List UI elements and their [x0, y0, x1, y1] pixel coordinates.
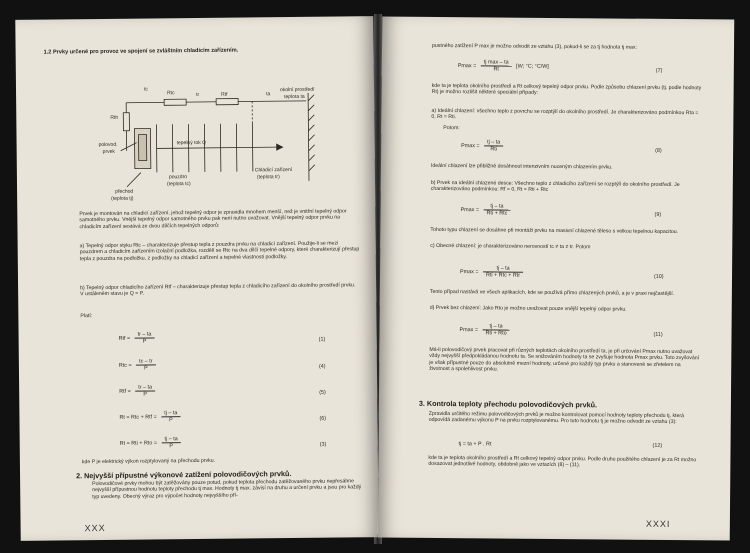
- equation-12-number: (12): [652, 442, 663, 449]
- equation-3: Rt = Rti + Rto = $\frac{tj - ta}{P}$: [120, 436, 184, 450]
- paragraph-c2: Tento případ nastává ve všech aplikacích, kde se používá přímo chlazených prvků, a je v praxi nejčastější.: [429, 288, 675, 298]
- equation-5-number: (5): [319, 389, 326, 396]
- page-number-right: XXXI: [645, 518, 671, 530]
- thermal-diagram: [56, 60, 357, 203]
- label-teplota-tc: (teplota tc): [166, 181, 191, 188]
- label-teplota-tj: (teplota tj): [111, 195, 134, 202]
- label-chladici: Chladicí zařízení: [254, 166, 293, 174]
- equation-11-number: (11): [653, 331, 663, 338]
- label-polovod: polovod.: [98, 141, 118, 149]
- equation-7: Pmax = $\frac{\text{tj max – ta}}{Rt}$ [W; °C; °C/W]: [457, 59, 549, 73]
- left-page: [15, 16, 378, 541]
- section-heading-3: 3. Kontrola teploty přechodu polovodičových prvků.: [418, 398, 598, 410]
- list-item-a: a) Tepelný odpor styku Rtc – charakterizuje přestup tepla z pouzdra prvku na chladicí zařízení. Použije-li se mezi pouzdrem a chladicím zařízením izolační podložka, rozdělí se Rtc na dva dílčí tepelné odpory, které charakterizují přestup tepla z pouzdra na podložku, z podložky na chladicí zařízení a tepelné vlastnosti podložky.: [79, 240, 360, 263]
- label-prvek: prvek: [102, 148, 115, 155]
- equation-1: Rtf = $\frac{tr - ta}{P}$: [119, 331, 158, 344]
- label-teplota-ta: teplota ta: [284, 93, 305, 101]
- label-okolni: okolní prostředí: [280, 86, 315, 94]
- paragraph-kontrola: Zpravidla určitého režimu polovodičových prvků je možno kontrolovat pomocí hodnoty teploty přechodu tj, která odpovídá zadanému výkonu P na prvku rozptylovanému. Pro tuto hodnotu tj je možno odvodit ze vztahu (3):: [428, 410, 685, 426]
- equation-11: Pmax = $\frac{tj - ta}{\text{Rti + Rto}}$: [459, 323, 512, 336]
- label-ta: ta: [266, 91, 271, 98]
- label-teplota-tr: (teplota tr): [256, 174, 280, 181]
- paragraph-end: kde ta je teplota okolního prostředí a Rt celkový tepelný odpor prvku. Podle druhu použitého chlazení je za Rt možno dosazovat jednotlivé hodnoty, obdobně jako ve vztazích (8) – (11).: [428, 454, 697, 469]
- paragraph-ideal: Ideální chlazení lze přibližně dosáhnout intenzivním nuceným chlazením prvku.: [430, 162, 613, 171]
- equation-8-number: (8): [655, 147, 662, 154]
- section-heading-1-2: 1.2 Prvky určené pro provoz ve spojení se zvláštním chladicím zařízením.: [43, 47, 239, 56]
- section-heading-2: 2. Nejvyšší přípustné výkonové zatížení polovodičových prvků.: [76, 469, 292, 481]
- page-number-left: XXX: [84, 522, 106, 534]
- plati-label: Platí:: [80, 313, 93, 320]
- kde-note: kde P je elektrický výkon rozptylovaný na přechodu prvku.: [81, 457, 216, 466]
- label-tr: tr: [196, 91, 200, 98]
- list-item-b-deska: b) Prvek na ideální chlazené desce: Všechno teplo z chladicího zařízení se rozptýlí do okolního prostředí. Je charakterizováno podmínkou: Rf = 0, Rt = Rti + Rtc: [430, 179, 680, 194]
- paragraph-b2: Tohoto typu chlazení se dosáhne při montáži prvku na masivní chlazené těleso s velkou tepelnou kapacitou.: [430, 226, 679, 236]
- equation-4: Rtc = $\frac{tc - tr}{P}$: [119, 358, 159, 371]
- equation-5: Rtf = $\frac{tr - ta}{P}$: [119, 384, 158, 397]
- equation-10-number: (10): [653, 273, 664, 280]
- equation-9-number: (9): [654, 211, 662, 218]
- potom-label: Potom:: [443, 125, 460, 132]
- equation-3-number: (3): [319, 441, 327, 448]
- equation-4-number: (4): [318, 363, 326, 370]
- equation-7-number: (7): [655, 67, 663, 74]
- label-pouzdro: pouzdro: [168, 174, 188, 181]
- label-tepelny-tok: tepelný tok Q: [176, 139, 207, 147]
- equation-10: Pmax = $\frac{tj - ta}{\text{Rti + Rtc + Rtr}}$: [460, 265, 526, 279]
- list-item-c-obecne: c) Obecné chlazení: je charakterizováno nerovností tc ≠ ta ≠ tr. Potom: [430, 242, 591, 251]
- paragraph-nejvyssi: Polovodičové prvky mohou být zatěžovány pouze potud, pokud teplota přechodu zatěžovaného prvku nepřesáhne nejvyšší přípustnou hodnotu teploty přechodu tj max. Hodnoty tj max. závisí na druhu a určení prvku a jsou pro každý typ uvedeny. Obecný výraz pro výpočet hodnoty nejvyššího pří-: [92, 478, 362, 500]
- equation-12: tj = ta + P . Rt: [458, 441, 492, 448]
- equation-6: Rt = Rtc + Rtf = $\frac{tj - ta}{P}$: [119, 410, 183, 424]
- paragraph-d2: Má-li polovodičový prvek pracovat při různých teplotách okolního prostředí ta, je při určování Pmax nutno uvažovat vždy nejvyšší předpokládanou hodnotu ta. Se snižováním hodnoty ta se zvyšuje hodnota Pmax prvku. Toto zvyšování je však přípustné pouze do absolutně mezní hodnoty, určené pro každý typ prvku a stanovené se zřetelem na životnost a spolehlivost prvku.: [429, 346, 700, 373]
- right-page: [378, 16, 735, 540]
- list-item-d-bez: d) Prvek bez chlazení: Jako Rto je možno uvažovat pouze vnější tepelný odpor prvku.: [429, 304, 627, 313]
- label-tc: tc: [143, 86, 148, 93]
- paragraph-kde: kde ta je teplota okolního prostředí a Rt celkový tepelný odpor prvku. Podle způsobu chlazení prvku (tj. podle hodnoty Rt) je možno rozlišit některé speciální případy:: [431, 82, 702, 97]
- equation-8: Pmax = $\frac{tj - ta}{\text{Rti}}$: [461, 139, 506, 152]
- label-rtf: Rtf: [221, 91, 228, 98]
- paragraph-top: pustného zatížení P max je možno odvodit ze vztahu (3), pokud-li se za tj hodnota tj max:: [431, 42, 637, 51]
- equation-6-number: (6): [319, 415, 327, 422]
- equation-9: Pmax = $\frac{tj - ta}{\text{Rti + Rtc}}$: [461, 203, 514, 216]
- label-prechod: přechod: [115, 188, 134, 195]
- equation-1-number: (1): [318, 336, 326, 343]
- label-rtc: Rtc: [167, 90, 175, 97]
- paragraph-chladici-zarizeni: Prvek je montován na chladicí zařízení, jehož tepelný odpor je zpravidla mnohem menší, než je vnitřní tepelný odpor samotného prvku. Vnější tepelný odpor samotného prvku pak není nutno uvažovat. Vnější tepelný odpor prvku na chladicím zařízení sestává ze dvou dílčích tepelných odporů:: [79, 208, 347, 231]
- list-item-a-ideal: a) Ideální chlazení: všechno teplo z povrchu se rozptýlí do okolního prostředí. Je charakterizováno podmínkou Rta = 0, Rt = Rti.: [431, 107, 699, 121]
- list-item-b: b) Tepelný odpor chladicího zařízení Rtf – charakterizuje přestup tepla z chladicího zařízení do okolního prostředí prvku. V ustáleném stavu je Q = P.: [80, 282, 356, 298]
- label-rth: Rth: [110, 114, 119, 121]
